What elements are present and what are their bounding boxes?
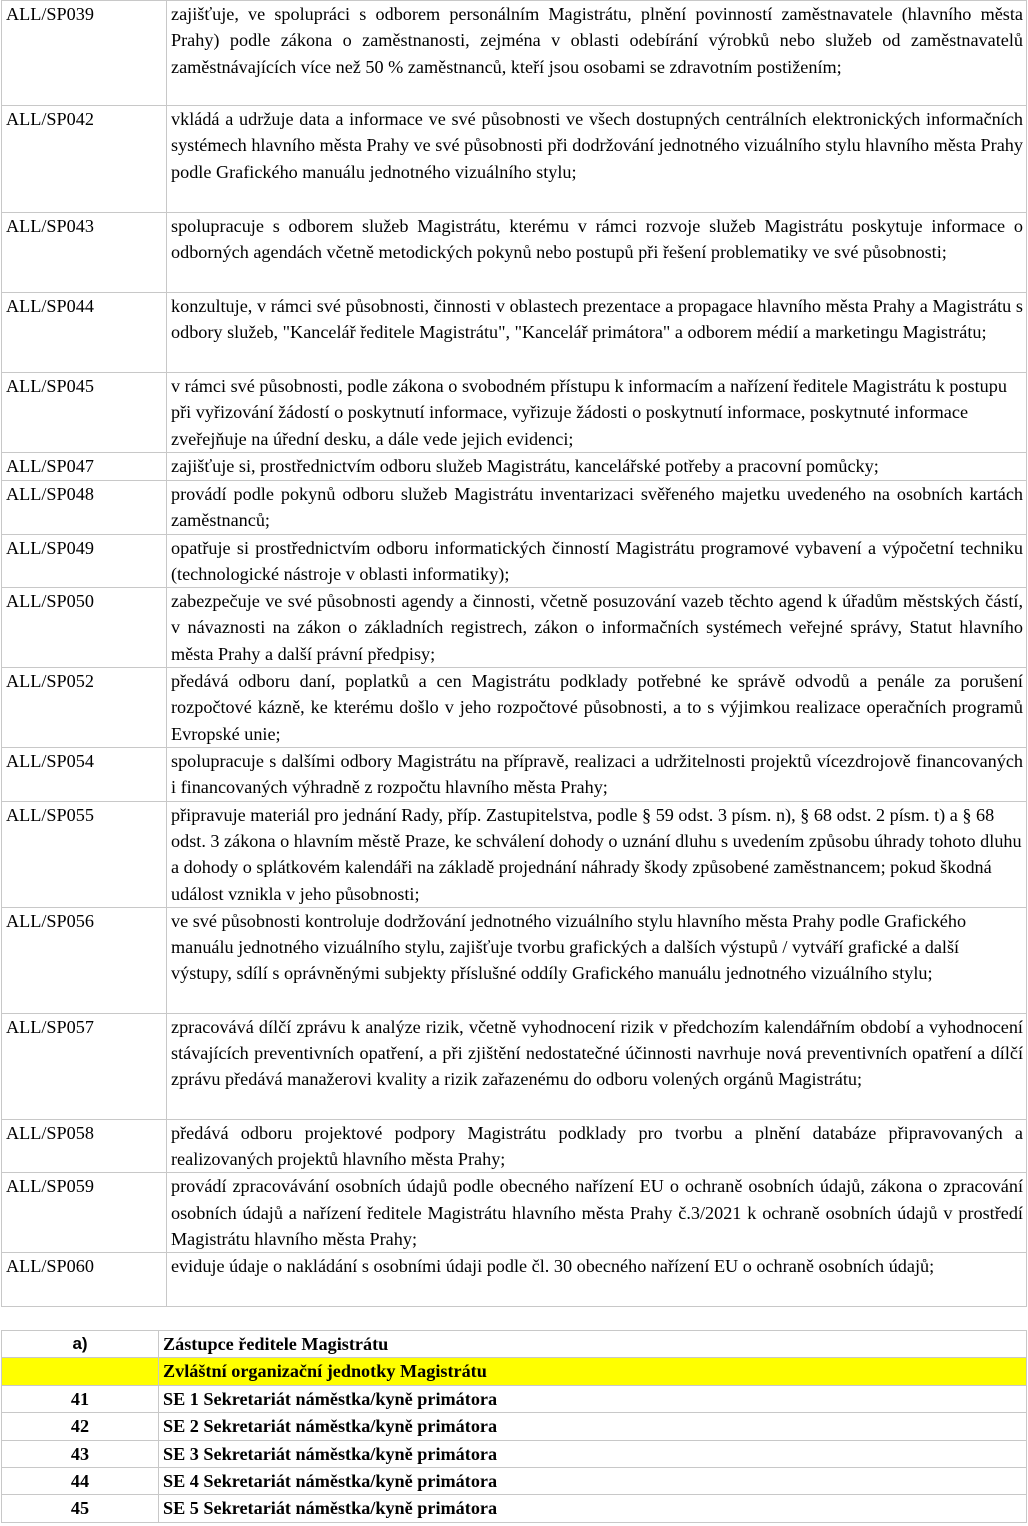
- unit-number: 43: [2, 1440, 159, 1467]
- table-row: [2, 1385, 1027, 1412]
- activity-description: provádí zpracovávání osobních údajů podle obecného nařízení EU o ochraně osobních údajů, zákona o zpracování osobních údajů a nařízení ředitele Magistrátu hlavního města Prahy č.3/2021 k ochraně osobních údajů v prostředí Magistrátu hlavního města Prahy;: [167, 1173, 1027, 1253]
- table-row: [2, 1413, 1027, 1440]
- table-row: [2, 1013, 1027, 1119]
- table-row: [2, 373, 1027, 453]
- table-row: [2, 1468, 1027, 1495]
- activity-code: ALL/SP049: [2, 534, 167, 588]
- activity-code: ALL/SP059: [2, 1173, 167, 1253]
- unit-name: SE 1 Sekretariát náměstka/kyně primátora: [159, 1385, 1027, 1412]
- activity-code: ALL/SP057: [2, 1013, 167, 1119]
- activity-code: ALL/SP047: [2, 453, 167, 481]
- unit-name: SE 4 Sekretariát náměstka/kyně primátora: [159, 1468, 1027, 1495]
- table-row: [2, 1495, 1027, 1522]
- activity-description: zajišťuje, ve spolupráci s odborem personálním Magistrátu, plnění povinností zaměstnavatele (hlavního města Prahy) podle zákona o zaměstnanosti, zejména v oblasti odebírání výrobků nebo služeb od zaměstnavatelů zaměstnávajících více než 50 % zaměstnanců, kteří jsou osobami se zdravotním postižením;: [167, 1, 1027, 106]
- activity-codes-table: [1, 0, 1027, 1307]
- table-row: [2, 748, 1027, 802]
- activity-description: v rámci své působnosti, podle zákona o svobodném přístupu k informacím a nařízení ředitele Magistrátu k postupu při vyřizování žádostí o poskytnutí informace, vyřizuje žádosti o poskytnutí informace, poskytnuté informace zveřejňuje na úřední desku, a dále vede jejich evidenci;: [167, 373, 1027, 453]
- activity-code: ALL/SP050: [2, 588, 167, 668]
- activity-description: opatřuje si prostřednictvím odboru informatických činností Magistrátu programové vybavení a výpočetní techniku (technologické nástroje v oblasti informatiky);: [167, 534, 1027, 588]
- activity-code: ALL/SP054: [2, 748, 167, 802]
- activity-code: ALL/SP045: [2, 373, 167, 453]
- activity-description: zajišťuje si, prostřednictvím odboru služeb Magistrátu, kancelářské potřeby a pracovní pomůcky;: [167, 453, 1027, 481]
- section-title: Zástupce ředitele Magistrátu: [159, 1331, 1027, 1358]
- activity-code: ALL/SP042: [2, 106, 167, 213]
- activity-description: předává odboru projektové podpory Magistrátu podklady pro tvorbu a plnění databáze připravovaných a realizovaných projektů hlavního města Prahy;: [167, 1119, 1027, 1173]
- activity-description: spolupracuje s odborem služeb Magistrátu, kterému v rámci rozvoje služeb Magistrátu poskytuje informace o odborných agendách včetně metodických pokynů nebo postupů při řešení problematiky ve své působnosti;: [167, 213, 1027, 293]
- table-row: [2, 293, 1027, 373]
- table-row: [2, 1253, 1027, 1307]
- table-row: [2, 668, 1027, 748]
- org-units-table: [1, 1330, 1027, 1523]
- activity-code: ALL/SP055: [2, 801, 167, 907]
- table-row: [2, 1440, 1027, 1467]
- activity-code: ALL/SP060: [2, 1253, 167, 1307]
- activity-description: spolupracuje s dalšími odbory Magistrátu na přípravě, realizaci a udržitelnosti projektů vícezdrojově financovaných i financovaných výhradně z rozpočtu hlavního města Prahy;: [167, 748, 1027, 802]
- table-row: [2, 534, 1027, 588]
- activity-description: připravuje materiál pro jednání Rady, příp. Zastupitelstva, podle § 59 odst. 3 písm. n), § 68 odst. 2 písm. t) a § 68 odst. 3 zákona o hlavním městě Praze, ke schválení dohody o uznání dluhu s uvedením způsobu úhrady tohoto dluhu a dohody o splátkovém kalendáři na základě projednání náhrady škody způsobené zaměstnancem; pokud škodná událost vznikla v jeho působnosti;: [167, 801, 1027, 907]
- activity-code: ALL/SP044: [2, 293, 167, 373]
- unit-name: SE 3 Sekretariát náměstka/kyně primátora: [159, 1440, 1027, 1467]
- activity-description: provádí podle pokynů odboru služeb Magistrátu inventarizaci svěřeného majetku uvedeného na osobních kartách zaměstnanců;: [167, 481, 1027, 535]
- activity-description: vkládá a udržuje data a informace ve své působnosti ve všech dostupných centrálních elektronických informačních systémech hlavního města Prahy ve své působnosti při dodržování jednotného vizuálního stylu hlavního města Prahy podle Grafického manuálu jednotného vizuálního stylu;: [167, 106, 1027, 213]
- table-row: [2, 1173, 1027, 1253]
- table-row: [2, 907, 1027, 1013]
- units-section-row: [2, 1358, 1027, 1385]
- unit-name: SE 5 Sekretariát náměstka/kyně primátora: [159, 1495, 1027, 1522]
- activity-code: ALL/SP043: [2, 213, 167, 293]
- unit-name: SE 2 Sekretariát náměstka/kyně primátora: [159, 1413, 1027, 1440]
- activity-code: ALL/SP052: [2, 668, 167, 748]
- activity-description: zabezpečuje ve své působnosti agendy a činnosti, včetně posuzování vazeb těchto agend k úřadům městských částí, v návaznosti na zákon o základních registrech, zákon o informačních systémech veřejné správy, Statut hlavního města Prahy a další právní předpisy;: [167, 588, 1027, 668]
- table-row: [2, 1, 1027, 106]
- table-row: [2, 588, 1027, 668]
- table-row: [2, 106, 1027, 213]
- section-label: a): [2, 1331, 159, 1358]
- activity-description: ve své působnosti kontroluje dodržování jednotného vizuálního stylu hlavního města Prahy podle Grafického manuálu jednotného vizuálního stylu, zajišťuje tvorbu grafických a dalších výstupů / vytváří grafické a další výstupy, sdílí s oprávněnými subjekty příslušné oddíly Grafického manuálu jednotného vizuálního stylu;: [167, 907, 1027, 1013]
- unit-number: 42: [2, 1413, 159, 1440]
- activity-code: ALL/SP056: [2, 907, 167, 1013]
- section-heading: Zvláštní organizační jednotky Magistrátu: [159, 1358, 1027, 1385]
- table-row: [2, 453, 1027, 481]
- activity-description: eviduje údaje o nakládání s osobními údaji podle čl. 30 obecného nařízení EU o ochraně osobních údajů;: [167, 1253, 1027, 1307]
- unit-number: 41: [2, 1385, 159, 1412]
- activity-code: ALL/SP058: [2, 1119, 167, 1173]
- units-header-row: [2, 1331, 1027, 1358]
- activity-code: ALL/SP048: [2, 481, 167, 535]
- unit-number: 45: [2, 1495, 159, 1522]
- activity-code: ALL/SP039: [2, 1, 167, 106]
- activity-description: konzultuje, v rámci své působnosti, činnosti v oblastech prezentace a propagace hlavního města Prahy a Magistrátu s odbory služeb, "Kancelář ředitele Magistrátu", "Kancelář primátora" a odborem médií a marketingu Magistrátu;: [167, 293, 1027, 373]
- activity-description: zpracovává dílčí zprávu k analýze rizik, včetně vyhodnocení rizik v předchozím kalendářním období a vyhodnocení stávajících preventivních opatření, a při zjištění nedostatečné účinnosti navrhuje nová preventivních opatření a dílčí zprávu předává manažerovi kvality a rizik zařazenému do odboru volených orgánů Magistrátu;: [167, 1013, 1027, 1119]
- table-row: [2, 213, 1027, 293]
- unit-number: 44: [2, 1468, 159, 1495]
- table-row: [2, 801, 1027, 907]
- section-number: [2, 1358, 159, 1385]
- table-row: [2, 1119, 1027, 1173]
- activity-description: předává odboru daní, poplatků a cen Magistrátu podklady potřebné ke správě odvodů a penále za porušení rozpočtové kázně, ke kterému došlo v jeho rozpočtové působnosti, a to s výjimkou realizace operačních programů Evropské unie;: [167, 668, 1027, 748]
- table-row: [2, 481, 1027, 535]
